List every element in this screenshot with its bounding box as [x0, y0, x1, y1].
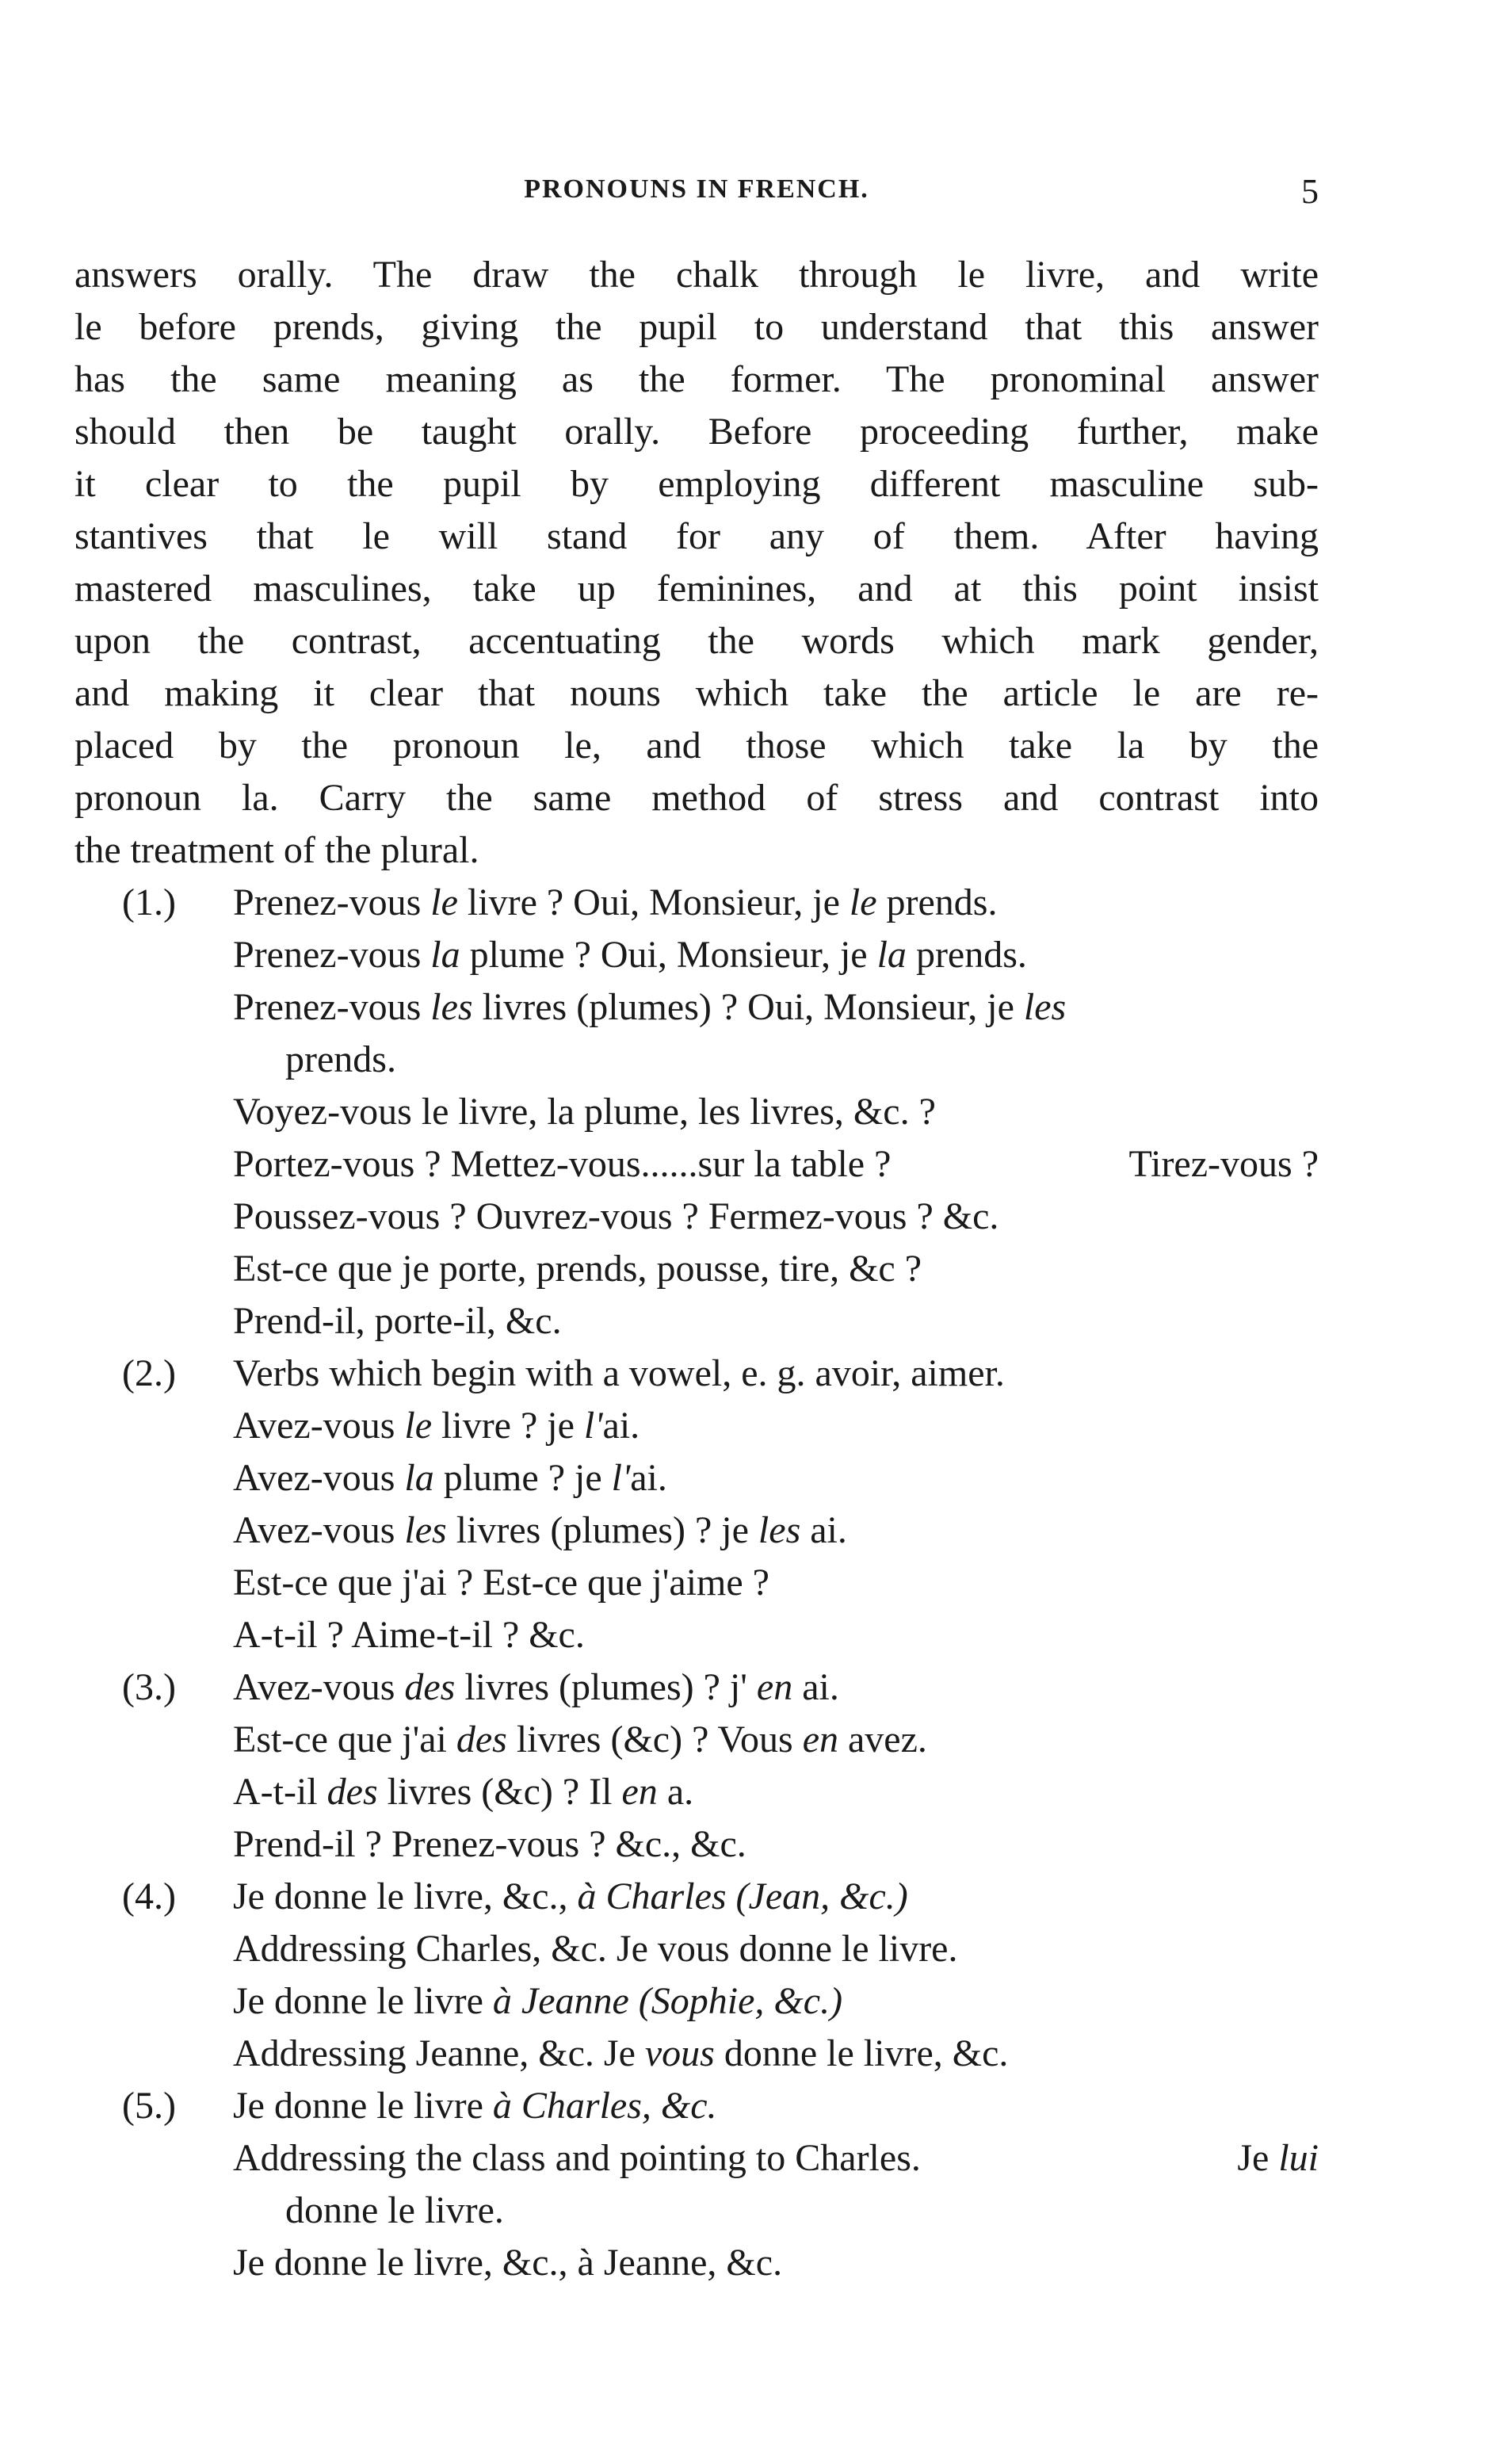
text-line: mastered masculines, take up feminines, and at this point insist	[74, 568, 1319, 610]
example-line: (5.) Je donne le livre à Charles, &c.	[74, 2080, 1319, 2132]
example-line: Addressing Jeanne, &c. Je vous donne le livre, &c.	[233, 2032, 1009, 2074]
example-line: (2.) Verbs which begin with a vowel, e. g. avoir, aimer.	[74, 1348, 1319, 1400]
example-line: Addressing the class and pointing to Charles. Je lui	[233, 2137, 1319, 2179]
example-line: prends.	[285, 1038, 396, 1080]
example-line: Avez-vous la plume ? je l'ai.	[233, 1457, 667, 1499]
section-number: (4.)	[122, 1875, 176, 1917]
example-line: Portez-vous ? Mettez-vous......sur la table ? Tirez-vous ?	[233, 1143, 1319, 1185]
example-line: Avez-vous le livre ? je l'ai.	[233, 1405, 640, 1447]
example-line: Est-ce que j'ai ? Est-ce que j'aime ?	[233, 1562, 769, 1604]
example-line: (3.) Avez-vous des livres (plumes) ? j' en ai.	[74, 1661, 1319, 1714]
example-line: Prend-il, porte-il, &c.	[233, 1300, 562, 1342]
example-section-3	[74, 1661, 1319, 1871]
example-section-4	[74, 1871, 1319, 2080]
page-body	[74, 249, 1319, 2289]
example-section-2	[74, 1348, 1319, 1661]
running-title: PRONOUNS IN FRENCH.	[524, 174, 869, 204]
text-line: it clear to the pupil by employing different masculine sub-	[74, 463, 1319, 505]
example-line: donne le livre.	[285, 2189, 504, 2231]
section-number: (2.)	[122, 1352, 176, 1394]
example-line: A-t-il ? Aime-t-il ? &c.	[233, 1614, 585, 1656]
example-line: Je donne le livre à Jeanne (Sophie, &c.)	[233, 1980, 843, 2022]
page-number: 5	[1301, 172, 1319, 211]
text-line: has the same meaning as the former. The pronominal answer	[74, 358, 1319, 400]
page-header	[74, 174, 1319, 222]
example-section-1	[74, 877, 1319, 1348]
section-number: (3.)	[122, 1666, 176, 1708]
example-line: Avez-vous les livres (plumes) ? je les ai.	[233, 1509, 847, 1551]
example-line: (1.) Prenez-vous le livre ? Oui, Monsieur, je le prends.	[74, 877, 1319, 929]
example-line: Prenez-vous les livres (plumes) ? Oui, Monsieur, je les	[233, 986, 1067, 1028]
text-line: and making it clear that nouns which take the article le are re-	[74, 672, 1319, 714]
text-line: the treatment of the plural.	[74, 829, 479, 871]
text-line: should then be taught orally. Before proceeding further, make	[74, 411, 1319, 453]
text-line: le before prends, giving the pupil to understand that this answer	[74, 306, 1319, 348]
example-line: Addressing Charles, &c. Je vous donne le livre.	[233, 1928, 958, 1970]
section-number: (1.)	[122, 881, 176, 923]
text-line: answers orally. The draw the chalk through le livre, and write	[74, 254, 1319, 296]
text-line: pronoun la. Carry the same method of stress and contrast into	[74, 777, 1319, 819]
text-line: placed by the pronoun le, and those which take la by the	[74, 724, 1319, 766]
example-line: Est-ce que je porte, prends, pousse, tire, &c ?	[233, 1248, 922, 1290]
examples	[74, 877, 1319, 2289]
example-line: Prend-il ? Prenez-vous ? &c., &c.	[233, 1823, 746, 1865]
example-line: Je donne le livre, &c., à Jeanne, &c.	[233, 2242, 783, 2284]
text-line: stantives that le will stand for any of them. After having	[74, 515, 1319, 557]
section-number: (5.)	[122, 2085, 176, 2127]
example-line: A-t-il des livres (&c) ? Il en a.	[233, 1771, 694, 1813]
example-line: Poussez-vous ? Ouvrez-vous ? Fermez-vous ? &c.	[233, 1195, 999, 1237]
example-line: (4.) Je donne le livre, &c., à Charles (Jean, &c.)	[74, 1871, 1319, 1923]
example-section-5	[74, 2080, 1319, 2289]
example-line: Voyez-vous le livre, la plume, les livres, &c. ?	[233, 1091, 936, 1133]
example-line: Est-ce que j'ai des livres (&c) ? Vous en avez.	[233, 1718, 927, 1760]
instruction-paragraph	[74, 249, 1319, 877]
example-line: Prenez-vous la plume ? Oui, Monsieur, je la prends.	[233, 934, 1027, 976]
text-line: upon the contrast, accentuating the words which mark gender,	[74, 620, 1319, 662]
